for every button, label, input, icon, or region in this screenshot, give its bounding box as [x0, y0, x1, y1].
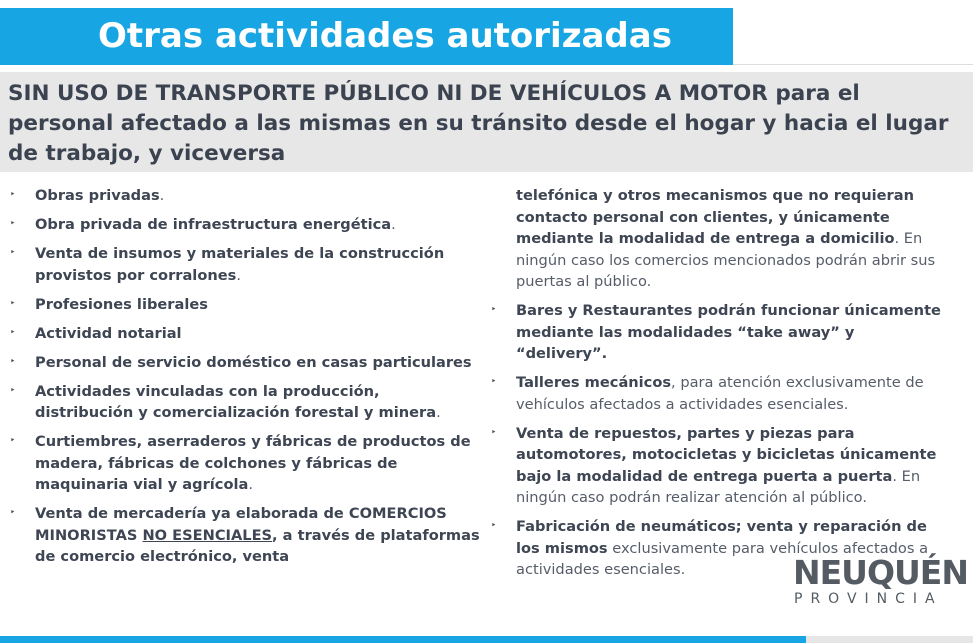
item-normal: . En ningún caso los comercios mencionados podrán abrir sus puertas al público.: [516, 230, 936, 290]
list-item-continued: [491, 185, 946, 293]
item-bold: Actividades vinculadas con la producción, distribución y comercialización forestal y minera: [35, 382, 437, 421]
list-item: [10, 352, 480, 374]
item-underlined: NO ESENCIALES: [142, 526, 273, 544]
item-normal: .: [236, 266, 241, 284]
item-bold: Obra privada de infraestructura energética: [35, 216, 392, 233]
subtitle-bold: SIN USO DE TRANSPORTE PÚBLICO NI DE VEHÍCULOS A MOTOR: [8, 81, 768, 106]
list-item: [10, 503, 480, 568]
list-item: [491, 300, 946, 365]
list-item: [10, 431, 480, 496]
logo-wordmark: NEUQUÉN: [793, 553, 968, 592]
bullet-icon: ‣: [10, 356, 16, 367]
item-bold: Venta de insumos y materiales de la construcción provistos por corralones: [35, 245, 445, 284]
item-normal: , para atención exclusivamente de vehículos afectados a actividades esenciales.: [516, 374, 924, 413]
left-column-list: [10, 185, 480, 575]
bullet-icon: ‣: [10, 190, 16, 200]
logo-subtitle: PROVINCIA: [794, 591, 943, 607]
bullet-icon: ‣: [491, 427, 497, 438]
list-item: [491, 423, 946, 509]
neuquen-logo: [788, 553, 968, 613]
item-bold: , a través de plataformas de comercio electrónico, venta: [35, 526, 480, 565]
item-normal: .: [159, 187, 165, 204]
item-bold: Actividad notarial: [35, 324, 182, 342]
bullet-icon: ‣: [10, 385, 16, 396]
bullet-icon: ‣: [10, 436, 16, 446]
bullet-icon: ‣: [491, 305, 497, 315]
list-item: [10, 381, 480, 424]
item-bold: Fabricación de neumáticos; venta y reparación de los mismos: [516, 518, 927, 557]
item-normal: .: [391, 216, 396, 233]
item-bold: Curtiembres, aserraderos y fábricas de productos de madera, fábricas de colchones y fábricas de maquinaria vial y agrícola: [35, 433, 471, 493]
page-title: Otras actividades autorizadas: [98, 16, 672, 56]
bullet-icon: ‣: [491, 377, 497, 387]
bottom-rule: [806, 636, 973, 643]
list-item: [10, 185, 480, 207]
bullet-icon: ‣: [10, 219, 16, 229]
subtitle-rest: para el personal afectado a las mismas en su tránsito desde el hogar y hacia el lugar de trabajo, y viceversa: [8, 81, 949, 166]
item-bold: Obras privadas: [35, 187, 160, 204]
item-bold: Bares y Restaurantes podrán funcionar únicamente mediante las modalidades “take away” y “delivery”.: [516, 302, 941, 362]
list-item: [10, 323, 480, 345]
item-normal: .: [248, 476, 253, 493]
bottom-accent-bar: [0, 636, 806, 643]
bullet-icon: ‣: [10, 298, 16, 309]
item-bold: Venta de repuestos, partes y piezas para automotores, motocicletas y bicicletas únicamente bajo la modalidad de entrega puerta a puerta: [516, 424, 937, 485]
bullet-icon: ‣: [10, 248, 16, 258]
bullet-icon: ‣: [10, 508, 16, 518]
item-bold: Talleres mecánicos: [516, 374, 672, 391]
bullet-icon: ‣: [491, 521, 497, 531]
item-bold: Personal de servicio doméstico en casas particulares: [35, 353, 472, 371]
right-column-list: [491, 185, 946, 588]
title-rule: [733, 64, 973, 65]
bullet-icon: ‣: [10, 327, 16, 338]
item-normal: .: [436, 404, 441, 421]
item-bold: Venta de mercadería ya elaborada de COMERCIOS MINORISTAS: [35, 505, 447, 544]
list-item: [491, 372, 946, 415]
item-bold: telefónica y otros mecanismos que no requieran contacto personal con clientes, y únicamente mediante la modalidad de entrega a domicilio: [516, 187, 914, 247]
subtitle: [8, 79, 958, 169]
list-item: [10, 294, 480, 316]
item-bold: Profesiones liberales: [35, 295, 208, 313]
list-item: [10, 243, 480, 286]
item-normal: exclusivamente para vehículos afectados a actividades esenciales.: [516, 539, 929, 578]
list-item: [10, 214, 480, 236]
item-normal: . En ningún caso podrán realizar atención al público.: [516, 467, 921, 506]
